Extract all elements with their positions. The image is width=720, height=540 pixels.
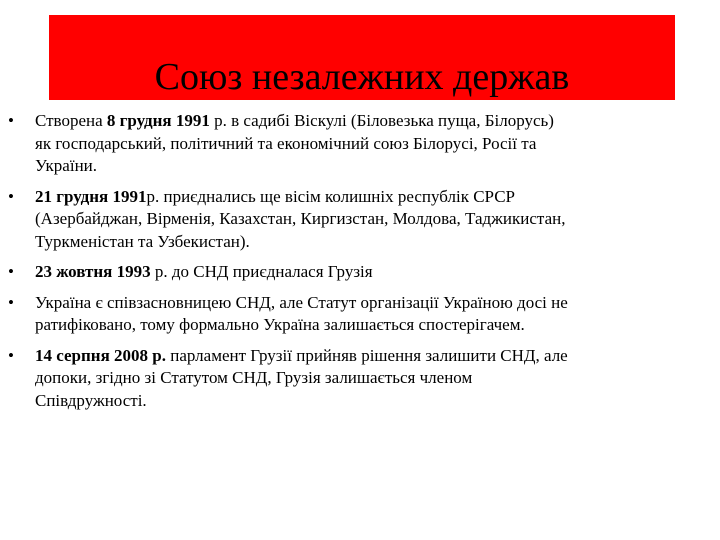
title-banner — [49, 15, 675, 100]
bullet-marker: • — [8, 345, 14, 365]
bullet-item — [0, 110, 720, 178]
bullet-text: Створена — [35, 111, 107, 130]
bullet-line — [35, 155, 680, 178]
bullet-marker: • — [8, 262, 14, 281]
bullet-marker: • — [8, 111, 14, 130]
bullet-text: Україна є співзасновницею СНД, але Статут організації Україною досі не — [35, 292, 568, 312]
bullet-marker: • — [8, 186, 14, 206]
bullet-text: Туркменістан та Узбекистан). — [35, 231, 250, 251]
bullet-text: р. приєднались ще вісім колишніх республік СРСР — [146, 186, 515, 206]
bullet-text: ратифіковано, тому формально Україна залишається спостерігачем. — [35, 315, 525, 334]
bullet-text: р. в садибі Віскулі (Біловезька пуща, Білорусь) — [209, 111, 554, 130]
bullet-text: (Азербайджан, Вірменія, Казахстан, Киргизстан, Молдова, Таджикистан, — [35, 209, 566, 228]
bullet-line — [35, 314, 680, 337]
bullet-line — [35, 292, 680, 315]
bullet-line — [35, 390, 680, 413]
bullet-date-text: 21 грудня 1991 — [35, 186, 147, 206]
bullet-line — [35, 208, 680, 231]
bullet-text: р. до СНД приєдналася Грузія — [150, 262, 373, 281]
bullet-text: України. — [35, 156, 98, 175]
bullet-list — [0, 110, 720, 420]
bullet-text: як господарський, політичний та економічний союз Білорусі, Росії та — [35, 133, 537, 153]
bullet-line — [35, 345, 680, 368]
bullet-text: парламент Грузії прийняв рішення залишити СНД, але — [166, 345, 568, 365]
bullet-item — [0, 292, 720, 337]
bullet-item — [0, 261, 720, 284]
bullet-line — [35, 261, 680, 284]
bullet-line — [35, 231, 680, 254]
bullet-item — [0, 345, 720, 413]
bullet-line — [35, 110, 680, 133]
bullet-line — [35, 186, 680, 209]
bullet-line — [35, 367, 680, 390]
bullet-text: допоки, згідно зі Статутом СНД, Грузія залишається членом — [35, 368, 473, 387]
bullet-date-text: 23 жовтня 1993 — [35, 262, 151, 281]
bullet-marker: • — [8, 292, 14, 312]
bullet-date-text: 14 серпня 2008 р. — [35, 345, 166, 365]
bullet-item — [0, 186, 720, 254]
slide-title: Союз незалежних держав — [154, 56, 570, 98]
bullet-line — [35, 133, 680, 156]
bullet-date-text: 8 грудня 1991 — [106, 111, 210, 130]
bullet-text: Співдружності. — [35, 390, 147, 410]
